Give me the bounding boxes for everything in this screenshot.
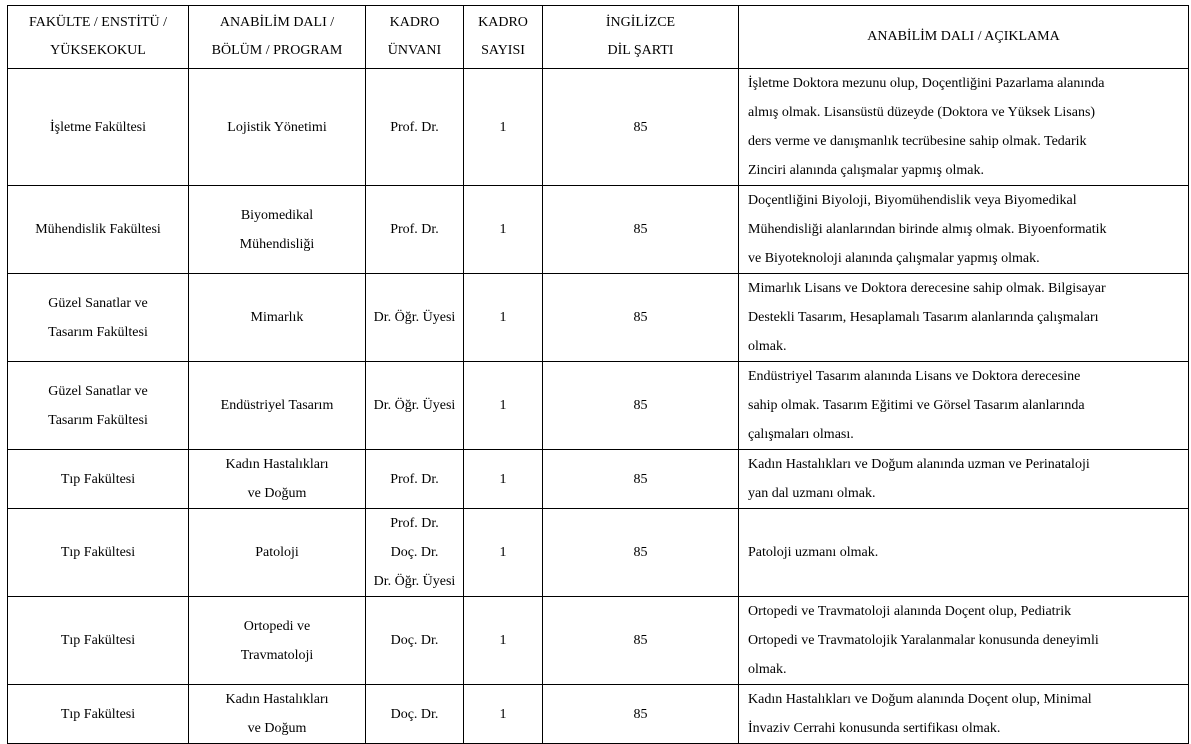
faculty-cell: İşletme Fakültesi bbox=[8, 69, 189, 186]
count-cell: 1 bbox=[464, 186, 543, 274]
english-cell: 85 bbox=[543, 450, 739, 509]
english-cell: 85 bbox=[543, 509, 739, 597]
table-row bbox=[8, 597, 1189, 685]
title-cell: Dr. Öğr. Üyesi bbox=[366, 362, 464, 450]
table-header-row bbox=[8, 6, 1189, 69]
department-cell: Ortopedi ve Travmatoloji bbox=[189, 597, 366, 685]
count-cell: 1 bbox=[464, 509, 543, 597]
table-row bbox=[8, 186, 1189, 274]
english-cell: 85 bbox=[543, 362, 739, 450]
table-row bbox=[8, 274, 1189, 362]
department-cell: Kadın Hastalıkları ve Doğum bbox=[189, 685, 366, 744]
department-cell: Endüstriyel Tasarım bbox=[189, 362, 366, 450]
table-row bbox=[8, 509, 1189, 597]
title-cell: Prof. Dr. bbox=[366, 186, 464, 274]
header-english: İNGİLİZCE DİL ŞARTI bbox=[543, 6, 739, 69]
english-cell: 85 bbox=[543, 69, 739, 186]
table-row bbox=[8, 685, 1189, 744]
count-cell: 1 bbox=[464, 597, 543, 685]
count-cell: 1 bbox=[464, 69, 543, 186]
table-row bbox=[8, 362, 1189, 450]
description-cell: Mimarlık Lisans ve Doktora derecesine sahip olmak. Bilgisayar Destekli Tasarım, Hesaplamalı Tasarım alanlarında çalışmaları olmak. bbox=[739, 274, 1189, 362]
header-description: ANABİLİM DALI / AÇIKLAMA bbox=[739, 6, 1189, 69]
faculty-cell: Tıp Fakültesi bbox=[8, 685, 189, 744]
staff-positions-table bbox=[7, 5, 1189, 744]
english-cell: 85 bbox=[543, 597, 739, 685]
description-cell: Endüstriyel Tasarım alanında Lisans ve Doktora derecesine sahip olmak. Tasarım Eğitimi ve Görsel Tasarım alanlarında çalışmaları olması. bbox=[739, 362, 1189, 450]
department-cell: Lojistik Yönetimi bbox=[189, 69, 366, 186]
header-count: KADRO SAYISI bbox=[464, 6, 543, 69]
count-cell: 1 bbox=[464, 450, 543, 509]
description-cell: Ortopedi ve Travmatoloji alanında Doçent olup, Pediatrik Ortopedi ve Travmatolojik Yaralanmalar konusunda deneyimli olmak. bbox=[739, 597, 1189, 685]
department-cell: Mimarlık bbox=[189, 274, 366, 362]
header-department: ANABİLİM DALI / BÖLÜM / PROGRAM bbox=[189, 6, 366, 69]
description-cell: İşletme Doktora mezunu olup, Doçentliğini Pazarlama alanında almış olmak. Lisansüstü düzeyde (Doktora ve Yüksek Lisans) ders verme ve danışmanlık tecrübesine sahip olmak. Tedarik Zinciri alanında çalışmalar yapmış olmak. bbox=[739, 69, 1189, 186]
faculty-cell: Tıp Fakültesi bbox=[8, 597, 189, 685]
table-row bbox=[8, 450, 1189, 509]
english-cell: 85 bbox=[543, 186, 739, 274]
title-cell: Dr. Öğr. Üyesi bbox=[366, 274, 464, 362]
faculty-cell: Güzel Sanatlar ve Tasarım Fakültesi bbox=[8, 274, 189, 362]
description-cell: Kadın Hastalıkları ve Doğum alanında Doçent olup, Minimal İnvaziv Cerrahi konusunda sertifikası olmak. bbox=[739, 685, 1189, 744]
count-cell: 1 bbox=[464, 685, 543, 744]
description-cell: Doçentliğini Biyoloji, Biyomühendislik veya Biyomedikal Mühendisliği alanlarından birinde almış olmak. Biyoenformatik ve Biyoteknoloji alanında çalışmalar yapmış olmak. bbox=[739, 186, 1189, 274]
department-cell: Kadın Hastalıkları ve Doğum bbox=[189, 450, 366, 509]
description-cell: Patoloji uzmanı olmak. bbox=[739, 509, 1189, 597]
title-cell: Doç. Dr. bbox=[366, 597, 464, 685]
english-cell: 85 bbox=[543, 685, 739, 744]
description-cell: Kadın Hastalıkları ve Doğum alanında uzman ve Perinataloji yan dal uzmanı olmak. bbox=[739, 450, 1189, 509]
faculty-cell: Mühendislik Fakültesi bbox=[8, 186, 189, 274]
title-cell: Prof. Dr. Doç. Dr. Dr. Öğr. Üyesi bbox=[366, 509, 464, 597]
faculty-cell: Tıp Fakültesi bbox=[8, 450, 189, 509]
header-title: KADRO ÜNVANI bbox=[366, 6, 464, 69]
count-cell: 1 bbox=[464, 274, 543, 362]
faculty-cell: Tıp Fakültesi bbox=[8, 509, 189, 597]
title-cell: Prof. Dr. bbox=[366, 450, 464, 509]
department-cell: Biyomedikal Mühendisliği bbox=[189, 186, 366, 274]
faculty-cell: Güzel Sanatlar ve Tasarım Fakültesi bbox=[8, 362, 189, 450]
table-row bbox=[8, 69, 1189, 186]
department-cell: Patoloji bbox=[189, 509, 366, 597]
english-cell: 85 bbox=[543, 274, 739, 362]
title-cell: Doç. Dr. bbox=[366, 685, 464, 744]
title-cell: Prof. Dr. bbox=[366, 69, 464, 186]
count-cell: 1 bbox=[464, 362, 543, 450]
header-faculty: FAKÜLTE / ENSTİTÜ / YÜKSEKOKUL bbox=[8, 6, 189, 69]
